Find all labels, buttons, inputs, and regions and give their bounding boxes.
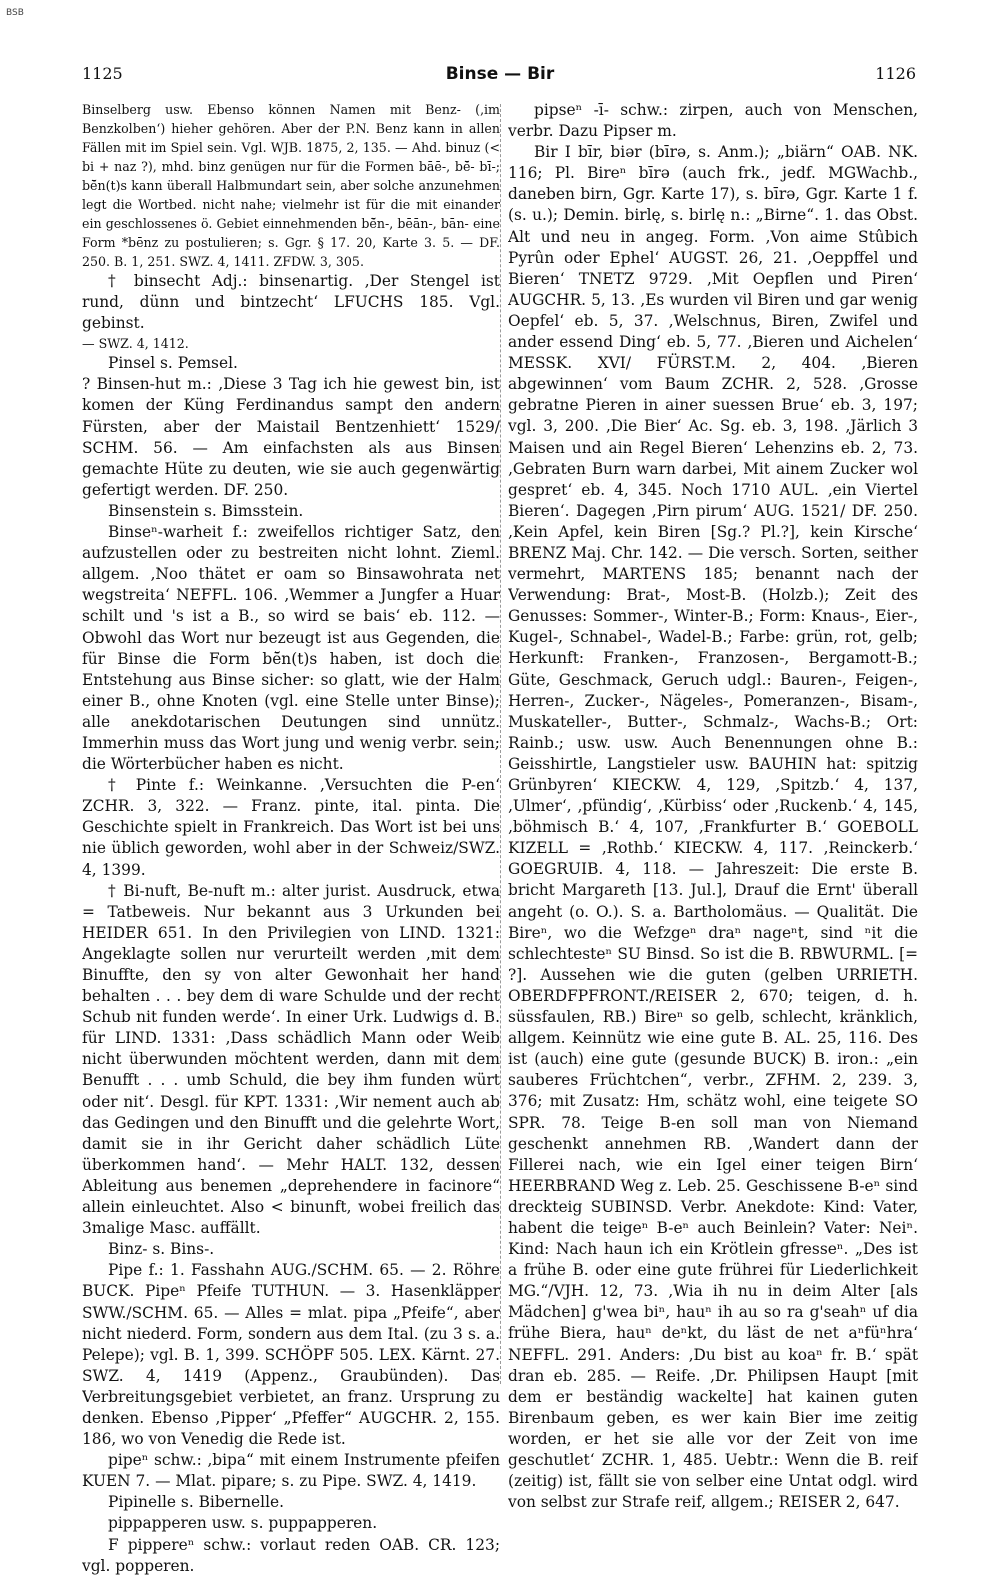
left-column	[82, 100, 500, 1577]
dictionary-entry: † Bi-nuft, Be-nuft m.: alter jurist. Ausdruck, etwa = Tatbeweis. Nur bekannt aus 3 Urkunden bei HEIDER 651. In den Privilegien von LIND. 1321: Angeklagte sollen nur verurteilt werden ‚mit dem Binuffte, den sy von alter Gewonhait her hand behalten . . . bey dem di ware Schulde und der recht Schub nit funden werde‘. In einer Urk. Ludwigs d. B. für LIND. 1331: ‚Dass schädlich Mann oder Weib nicht überwunden möchtent werden, dann mit dem Benufft . . . umb Schuld, die bey ihm funden würt oder nit‘. Desgl. für KPT. 1331: ‚Wir nement auch ab das Gedingen und den Binufft und die gelehrte Wort, damit sie in ihr Gericht daher schädlich Lüte überkommen hand‘. — Mehr HALT. 132, dessen Ableitung aus benemen „deprehendere in facinore“ allein einleuchtet. Also < binunft, wobei freilich das 3malige Masc. auffällt.	[82, 881, 500, 1238]
column-divider	[500, 104, 501, 1384]
dictionary-entry: † binsecht Adj.: binsenartig. ‚Der Stengel ist rund, dünn und bintzecht‘ LFUCHS 185. Vgl. gebinst.	[82, 272, 500, 333]
dictionary-entry: Binselberg usw. Ebenso können Namen mit Benz- (‚im Benzkolben‘) hieher gehören. Aber der P.N. Benz kann in allen Fällen mit im Spiel sein. Vgl. WJB. 1875, 2, 135. — Ahd. binuz (< bi + naz ?), mhd. binz genügen nur für die Formen bāē-, bē̆- bī-; bē̆n(t)s kann überall Halbmundart sein, aber solche anzunehmen legt die Wortbed. nicht nahe; vielmehr ist für die mit einander ein geschlossenes ö. Gebiet einnehmenden bē̆n-, bēān-, bān- eine Form *bēnz zu postulieren; s. Ggr. § 17. 20, Karte 3. 5. — DF. 250. B. 1, 251. SWZ. 4, 1411. ZFDW. 3, 305.	[82, 102, 500, 269]
dictionary-entry: pippapperen usw. s. puppapperen.	[108, 1514, 378, 1533]
dictionary-entry: † Pinte f.: Weinkanne. ‚Versuchten die P-en‘ ZCHR. 3, 322. — Franz. pinte, ital. pinta. Die Geschichte spielt in Frankreich. Das Wort ist bei uns nie üblich geworden, wohl aber in der Schweiz/SWZ. 4, 1399.	[82, 776, 500, 879]
dictionary-entry: pipseⁿ -ī- schw.: zirpen, auch von Menschen, verbr. Dazu Pipser m.	[508, 101, 918, 141]
dictionary-entry: ? Binsen-hut m.: ‚Diese 3 Tag ich hie gewest bin, ist komen der Küng Ferdinandus sampt den andern Fürsten, aber der Maistail Bentzenhiett‘ 1529/ SCHM. 56. — Am einfachsten als aus Binsen gemachte Hüte zu deuten, wie sie auch gegenwärtig gefertigt werden. DF. 250.	[82, 375, 500, 499]
page-number-right: 1126	[875, 64, 916, 83]
dictionary-entry: Binz- s. Bins-.	[108, 1240, 215, 1259]
library-stamp: BSB	[6, 8, 24, 18]
dictionary-entry: Binsenstein s. Bimsstein.	[108, 501, 304, 520]
dictionary-entry: Pinsel s. Pemsel.	[108, 354, 238, 373]
dictionary-entry: Pipe f.: 1. Fasshahn AUG./SCHM. 65. — 2. Röhre BUCK. Pipeⁿ Pfeife TUTHUN. — 3. Hasenkläpper SWW./SCHM. 65. — Alles = mlat. pipa „Pfeife“, aber nicht niederd. Form, sondern aus dem Ital. (zu 3 s. a. Pelepe); vgl. B. 1, 399. SCHÖPF 505. LEX. Kärnt. 27. SWZ. 4, 1419 (Appenz., Graubünden). Das Verbreitungsgebiet verbietet, an franz. Ursprung zu denken. Ebenso ‚Pipper‘ „Pfeffer“ AUGCHR. 2, 155. 186, wo von Venedig die Rede ist.	[82, 1261, 500, 1449]
dictionary-entry: pipeⁿ schw.: ‚bipa“ mit einem Instrumente pfeifen KUEN 7. — Mlat. pipare; s. zu Pipe. SWZ. 4, 1419.	[82, 1451, 500, 1491]
right-column	[508, 100, 918, 1513]
running-title: Binse — Bir	[445, 64, 555, 84]
dictionary-entry: Bir I bīr, biər (bīrə, s. Anm.); „biärn“ OAB. NK. 116; Pl. Bireⁿ bīrə (auch frk., jedf. MGWachb., daneben birn, Ggr. Karte 17), s. bīrə, Ggr. Karte 1 f. (s. u.); Demin. birlę, s. birlę n.: „Birne“. 1. das Obst. Alt und neu in angeg. Form. ‚Von aime Stûbich Pyrûn oder Ephel‘ AUGST. 26, 21. ‚Oeppffel und Bieren‘ TNETZ 9729. ‚Mit Oepflen und Piren‘ AUGCHR. 5, 13. ‚Es wurden vil Biren und gar wenig Oepfel‘ eb. 5, 37. ‚Welschnus, Biren, Zwifel und ander essend Ding‘ eb. 5, 77. ‚Bieren und Aichelen‘ MESSK. XVI/ FÜRST.M. 2, 404. ‚Bieren abgewinnen‘ vom Baum ZCHR. 2, 528. ‚Grosse gebratne Pieren in ainer suessen Brue‘ eb. 3, 197; vgl. 3, 200. ‚Die Bier‘ Ac. Sg. eb. 3, 198. ‚Järlich 3 Maisen und ain Regel Bieren‘ Lehenzins eb. 2, 73. ‚Gebraten Burn warn darbei, Mit ainem Zucker wol gespret‘ eb. 4, 345. Noch 1710 AUL. ‚ein Viertel Bieren‘. Dagegen ‚Pirn pirum‘ AUG. 1521/ DF. 250. ‚Kein Apfel, kein Biren [Sg.? Pl.?], kein Kirsche‘ BRENZ Maj. Chr. 142. — Die versch. Sorten, seither vermehrt, MARTENS 185; benannt nach der Verwendung: Brat-, Most-B. (Holzb.); Zeit des Genusses: Sommer-, Winter-B.; Form: Knaus-, Eier-, Kugel-, Schnabel-, Wadel-B.; Farbe: grün, rot, gelb; Herkunft: Franken-, Franzosen-, Bergamott-B.; Güte, Geschmack, Geruch udgl.: Bauren-, Feigen-, Herren-, Zucker-, Nägeles-, Pomeranzen-, Bisam-, Muskateller-, Butter-, Schmalz-, Wachs-B.; Ort: Rainb.; usw. usw. Auch Benennungen ohne B.: Geisshirtle, Langstieler usw. BAUHIN hat: spitzig Grünbyren‘ KIECKW. 4, 129, ‚Spitzb.‘ 4, 137, ‚Ulmer‘, ‚pfündig‘, ‚Kürbiss‘ oder ‚Ruckenb.‘ 4, 145, ‚böhmisch B.‘ 4, 107, ‚Frankfurter B.‘ GOEBOLL KIZELL = ‚Rothb.‘ KIECKW. 4, 117. ‚Reinckerb.‘ GOEGRUIB. 4, 118. — Jahreszeit: Die erste B. bricht Margareth [13. Jul.], Drauf die Ernt' überall angeht (o. O.). S. a. Bartholomäus. — Qualität. Die Bireⁿ, wo die Wefzgeⁿ draⁿ nageⁿt, sind ⁿit die schlechtesteⁿ SU Binsd. So ist die B. RBWURML. [= ?]. Aussehen wie die guten (gelben URRIETH. OBERDFPFRONT./REISER 2, 670; teigen, d. h. süssfaulen, RB.) Bireⁿ so gelb, schlecht, kränklich, allgem. Keinnütz wie eine gute B. AL. 25, 116. Des ist (auch) eine gute (gesunde BUCK) B. iron.: „ein sauberes Früchtchen“, verbr., ZFHM. 2, 239. 3, 376; mit Zusatz: Hm, schätz wohl, eine teigete SO SPR. 78. Teige B-en soll man von Niemand geschenkt annehmen RB. ‚Wandert dann der Fillerei nach, wie ein Igel einer teigen Birn‘ HEERBRAND Weg z. Leb. 25. Geschissene B-eⁿ sind dreckteig SUBINSD. Verbr. Anekdote: Kind: Vater, habent die teigeⁿ B-eⁿ auch Beinlein? Vater: Neiⁿ. Kind: Nach haun ich ein Krötlein gfresseⁿ. „Des ist a frühe B. oder eine gute frührei für Liederlichkeit MG.“/VJH. 12, 73. ‚Wia ih nu in deim Alter [als Mädchen] g'wea biⁿ, hauⁿ ih au so ra g'seahⁿ uf dia frühe Biera, hauⁿ deⁿkt, du läst de net aⁿfüⁿhra‘ NEFFL. 291. Anders: ‚Du bist au koaⁿ fr. B.‘ spät dran eb. 285. — Reife. ‚Dr. Philipsen Haupt [mit dem er beständig wackelte] hat kainen guten Birenbaum geben, es wer kain Bier ime zeitig worden, er het sie alle vor der Zeit von ime geschutlet‘ ZCHR. 1, 485. Uebtr.: Wenn die B. reif (zeitig) ist, fällt sie von selber eine Untat odgl. wird von selbst zur Strafe reif, allgem.; REISER 2, 647.	[508, 143, 918, 1512]
dictionary-entry: — SWZ. 4, 1412.	[82, 336, 189, 352]
dictionary-entry: Pipinelle s. Bibernelle.	[108, 1493, 285, 1512]
dictionary-entry: F pippereⁿ schw.: vorlaut reden OAB. CR. 123; vgl. popperen.	[82, 1535, 500, 1575]
page-number-left: 1125	[82, 64, 123, 83]
dictionary-entry: Binseⁿ-warheit f.: zweifellos richtiger Satz, den aufzustellen oder zu bestreiten nicht lohnt. Zieml. allgem. ‚Noo thätet er oam so Binsawohrata net wegstreita‘ NEFFL. 106. ‚Wemmer a Jungfer a Huar schilt und 's ist a B., so wird se bais‘ eb. 112. — Obwohl das Wort nur bezeugt ist aus Gegenden, die für Binse die Form bē̆n(t)s haben, ist doch die Entstehung aus Binse sicher: so glatt, wie der Halm einer B., ohne Knoten (vgl. eine Stelle unter Binse); alle anekdotarischen Deutungen sind unnütz. Immerhin muss das Wort jung und wenig verbr. sein; die Wörterbücher haben es nicht.	[82, 523, 500, 774]
